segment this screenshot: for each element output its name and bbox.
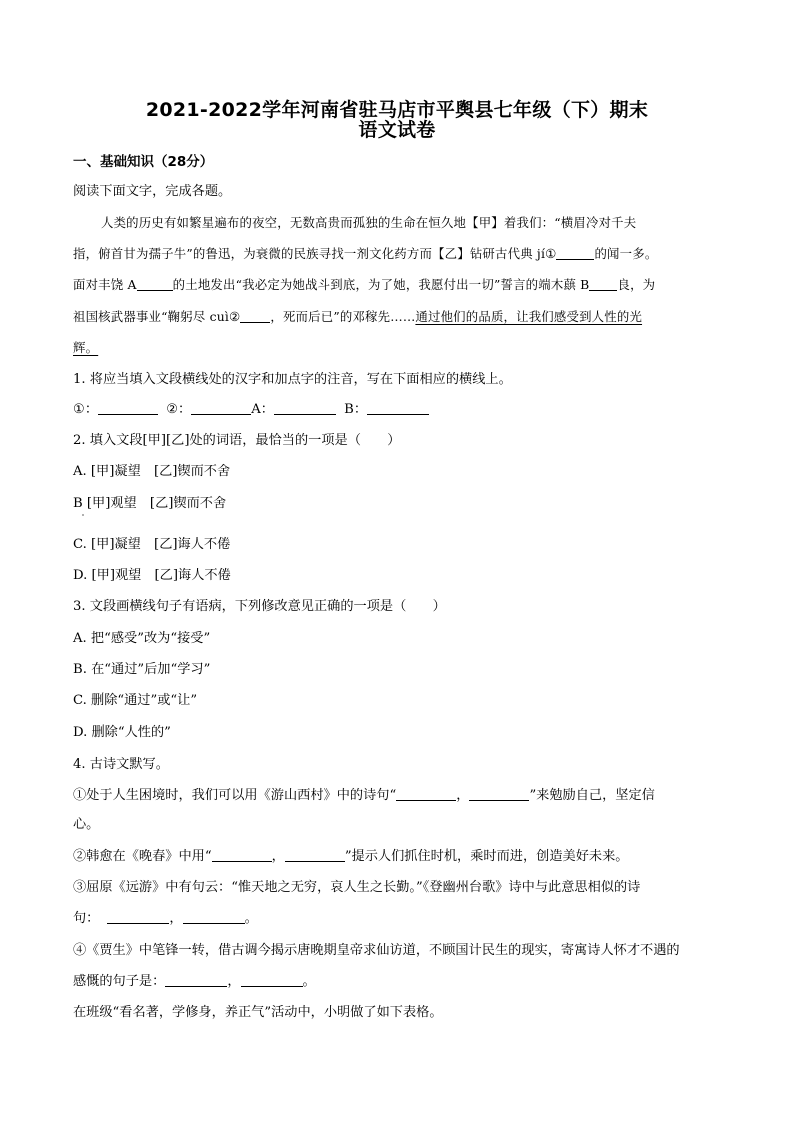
item-4-blank-2[interactable] xyxy=(241,972,303,987)
activity-intro: 在班级“看名著，学修身，养正气”活动中，小明做了如下表格。 xyxy=(73,1005,443,1020)
item-2-blank-2[interactable] xyxy=(285,847,345,862)
item-1-comma: ， xyxy=(456,788,470,803)
answer-label-A: A： xyxy=(251,402,274,417)
question-2: 2. 填入文段[甲][乙]处的词语，最恰当的一项是（ ） xyxy=(73,433,401,448)
exam-title-line2: 语文试卷 xyxy=(358,119,436,141)
item-3-blank-1[interactable] xyxy=(107,909,169,924)
item-3-label: 句： xyxy=(73,911,100,926)
question-2-option-b[interactable]: B [甲]观望 [乙]锲而不舍 xyxy=(73,496,227,511)
question-1-answers xyxy=(73,400,723,420)
item-4-period: 。 xyxy=(302,974,316,989)
question-3: 3. 文段画横线句子有语病，下列修改意见正确的一项是（ ） xyxy=(73,599,446,614)
item-4-blank-1[interactable] xyxy=(165,972,227,987)
question-4: 4. 古诗文默写。 xyxy=(73,757,169,772)
question-3-option-d[interactable]: D. 删除“人性的” xyxy=(73,725,171,740)
stray-dot xyxy=(82,514,84,516)
passage-line-3-a: 面对丰饶 A xyxy=(73,277,137,292)
question-2-option-c[interactable]: C. [甲]凝望 [乙]诲人不倦 xyxy=(73,537,231,552)
item-2-blank-1[interactable] xyxy=(212,847,272,862)
underlined-sentence-end: 辉。 xyxy=(73,340,99,355)
item-3-comma: ， xyxy=(169,911,183,926)
passage-line-3-b: 的土地发出“我必定为她战斗到底，为了她，我愿付出一切”誓言的端木蕻 B xyxy=(172,277,590,292)
item-1-text: ①处于人生困境时，我们可以用《游山西村》中的诗句“ xyxy=(73,788,397,803)
question-3-option-b[interactable]: B. 在“通过”后加“学习” xyxy=(73,662,211,677)
answer-label-1: ①： xyxy=(73,402,99,417)
question-4-item-1 xyxy=(73,786,723,806)
passage-line-2-end: 的闻一多。 xyxy=(594,246,658,261)
item-4-label: 感慨的句子是： xyxy=(73,974,166,989)
question-4-item-2 xyxy=(73,847,723,867)
item-3-period: 。 xyxy=(244,911,258,926)
item-1-blank-1[interactable] xyxy=(396,786,456,801)
item-3-blank-2[interactable] xyxy=(183,909,245,924)
reading-instruction: 阅读下面文字，完成各题。 xyxy=(73,184,232,199)
answer-blank-2[interactable] xyxy=(191,400,251,415)
blank-1 xyxy=(556,245,594,260)
passage-line-3 xyxy=(73,275,723,295)
exam-title-line1: 2021-2022学年河南省驻马店市平舆县七年级（下）期末 xyxy=(145,99,649,121)
item-2-text: ②韩愈在《晚春》中用“ xyxy=(73,849,212,864)
question-4-item-1-cont: 心。 xyxy=(73,817,100,832)
question-4-item-3: ③屈原《远游》中有句云：“惟天地之无穷，哀人生之长勤。”《登幽州台歌》诗中与此意思相似的诗 xyxy=(73,880,641,895)
question-3-option-c[interactable]: C. 删除“通过”或“让” xyxy=(73,693,198,708)
item-4-comma: ， xyxy=(227,974,241,989)
question-1: 1. 将应当填入文段横线处的汉字和加点字的注音，写在下面相应的横线上。 xyxy=(73,372,512,387)
passage-line-2-text: 指，俯首甘为孺子牛”的鲁迅，为衰微的民族寻找一剂文化药方而【乙】钻研古代典 jí① xyxy=(73,246,557,261)
answer-blank-1[interactable] xyxy=(98,400,158,415)
answer-blank-B[interactable] xyxy=(367,400,429,415)
passage-line-5 xyxy=(73,338,723,358)
item-1-text-end: ”来勉励自己，坚定信 xyxy=(529,788,655,803)
underlined-sentence: 通过他们的品质，让我们感受到人性的光 xyxy=(415,309,643,324)
blank-B xyxy=(589,276,617,291)
item-2-text-end: ”提示人们抓住时机，乘时而进，创造美好未来。 xyxy=(344,849,629,864)
blank-2 xyxy=(240,308,270,323)
question-4-item-4-cont xyxy=(73,972,723,992)
passage-line-4-a: 祖国核武器事业“鞠躬尽 cuì② xyxy=(73,309,241,324)
passage-line-4-b: ，死而后已”的邓稼先…… xyxy=(270,309,416,324)
section-heading: 一、基础知识（28分） xyxy=(73,154,214,170)
question-2-option-a[interactable]: A. [甲]凝望 [乙]锲而不舍 xyxy=(73,464,231,479)
blank-A xyxy=(137,276,173,291)
question-4-item-4: ④《贾生》中笔锋一转，借古调今揭示唐晚期皇帝求仙访道，不顾国计民生的现实，寄寓诗人怀才不遇的 xyxy=(73,943,680,958)
question-2-option-d[interactable]: D. [甲]观望 [乙]诲人不倦 xyxy=(73,568,231,583)
passage-line-1: 人类的历史有如繁星遍布的夜空，无数高贵而孤独的生命在恒久地【甲】着我们：“横眉冷对千夫 xyxy=(101,215,637,230)
question-3-option-a[interactable]: A. 把“感受”改为“接受” xyxy=(73,631,211,646)
passage-line-3-c: 良，为 xyxy=(617,277,656,292)
answer-blank-A[interactable] xyxy=(274,400,336,415)
item-2-comma: ， xyxy=(271,849,285,864)
answer-label-B: B： xyxy=(344,402,368,417)
answer-label-2: ②： xyxy=(166,402,192,417)
question-4-item-3-cont xyxy=(73,909,723,929)
item-1-blank-2[interactable] xyxy=(469,786,529,801)
passage-line-4 xyxy=(73,307,723,327)
passage-line-2 xyxy=(73,244,723,264)
